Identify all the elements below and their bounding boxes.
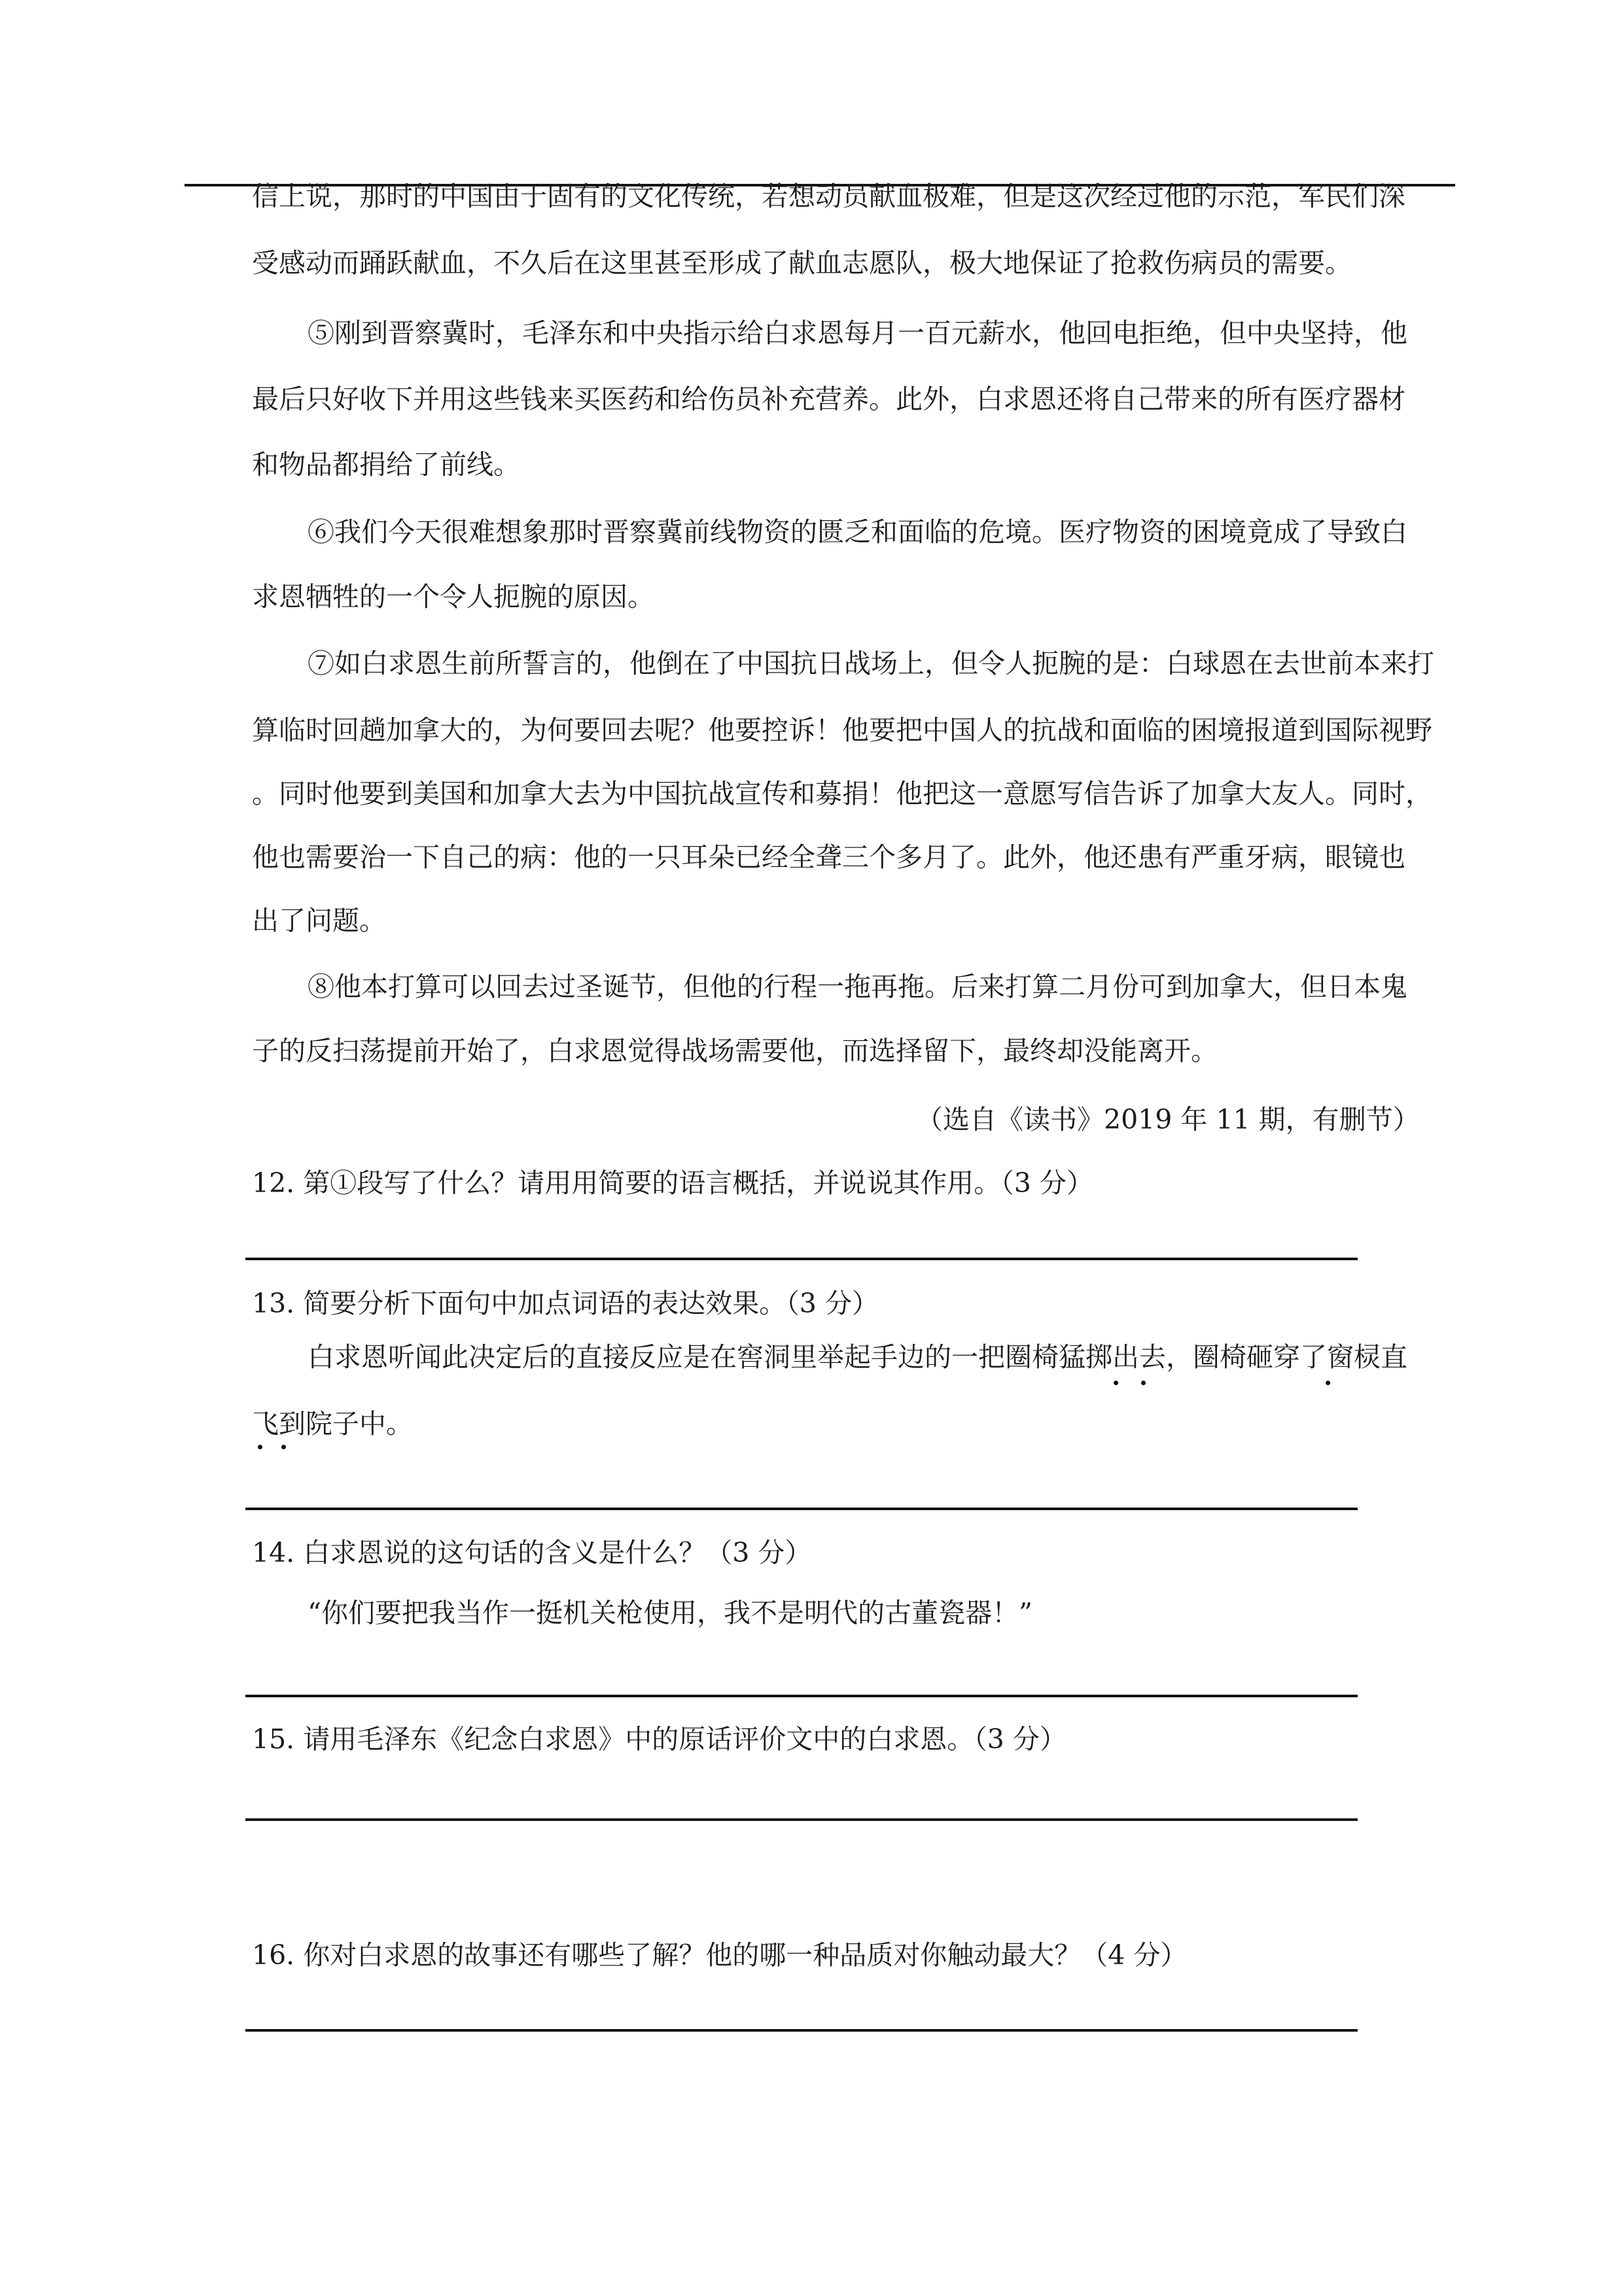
passage-line: 求恩牺牲的一个令人扼腕的原因。	[252, 581, 654, 612]
passage-line: 子的反扫荡提前开始了，白求恩觉得战场需要他，而选择留下，最终却没能离开。	[252, 1035, 1218, 1067]
question-13-sentence: 白求恩听闻此决定后的直接反应是在窖洞里举起手边的一把圈椅猛掷出去，圈椅砸穿了窗棂直	[308, 1341, 1407, 1373]
question-14: 14. 白求恩说的这句话的含义是什么？（3 分）	[252, 1537, 812, 1568]
passage-line: ⑦如白求恩生前所誓言的，他倒在了中国抗日战场上，但令人扼腕的是：白球恩在去世前本来打	[308, 648, 1434, 679]
source-citation: （选自《读书》2019 年 11 期，有删节）	[916, 1104, 1420, 1135]
emphasis-dot	[258, 1445, 262, 1449]
passage-line: 信上说，那时的中国由于固有的文化传统，若想动员献血极难，但是这次经过他的示范，军民们深	[252, 181, 1405, 212]
emphasis-dot	[281, 1445, 286, 1449]
question-14-quote: “你们要把我当作一挺机关枪使用，我不是明代的古董瓷器！”	[308, 1597, 1033, 1629]
question-16: 16. 你对白求恩的故事还有哪些了解？他的哪一种品质对你触动最大？（4 分）	[252, 1939, 1188, 1971]
answer-line-12[interactable]	[245, 1258, 1358, 1260]
emphasis-dot	[1114, 1381, 1118, 1385]
question-15: 15. 请用毛泽东《纪念白求恩》中的原话评价文中的白求恩。（3 分）	[252, 1723, 1067, 1755]
answer-line-16[interactable]	[245, 2029, 1358, 2032]
emphasis-dot	[1326, 1381, 1330, 1385]
passage-line: 和物品都捐给了前线。	[252, 449, 520, 480]
passage-line: 最后只好收下并用这些钱来买医药和给伤员补充营养。此外，白求恩还将自己带来的所有医疗器材	[252, 383, 1405, 415]
passage-line: ⑧他本打算可以回去过圣诞节，但他的行程一拖再拖。后来打算二月份可到加拿大，但日本鬼	[308, 971, 1407, 1002]
question-13: 13. 简要分析下面句中加点词语的表达效果。（3 分）	[252, 1288, 879, 1319]
answer-line-14[interactable]	[245, 1695, 1358, 1697]
passage-line: 受感动而踊跃献血，不久后在这里甚至形成了献血志愿队，极大地保证了抢救伤病员的需要。	[252, 247, 1352, 279]
passage-line: 他也需要治一下自己的病：他的一只耳朵已经全聋三个多月了。此外，他还患有严重牙病，眼镜也	[252, 841, 1405, 873]
passage-line: 。同时他要到美国和加拿大去为中国抗战宣传和募捐！他把这一意愿写信告诉了加拿大友人。同时，	[252, 778, 1432, 809]
question-12: 12. 第①段写了什么？请用用简要的语言概括，并说说其作用。（3 分）	[252, 1167, 1093, 1199]
passage-line: ⑤刚到晋察冀时，毛泽东和中央指示给白求恩每月一百元薪水，他回电拒绝，但中央坚持，他	[308, 317, 1407, 349]
question-13-sentence: 飞到院子中。	[252, 1408, 413, 1439]
passage-line: 出了问题。	[252, 905, 386, 936]
emphasis-dot	[1141, 1381, 1146, 1385]
passage-line: 算临时回趟加拿大的，为何要回去呢？他要控诉！他要把中国人的抗战和面临的困境报道到国际视野	[252, 715, 1432, 746]
answer-line-15[interactable]	[245, 1818, 1358, 1821]
answer-line-13[interactable]	[245, 1508, 1358, 1510]
passage-line: ⑥我们今天很难想象那时晋察冀前线物资的匮乏和面临的危境。医疗物资的困境竟成了导致白	[308, 516, 1407, 548]
